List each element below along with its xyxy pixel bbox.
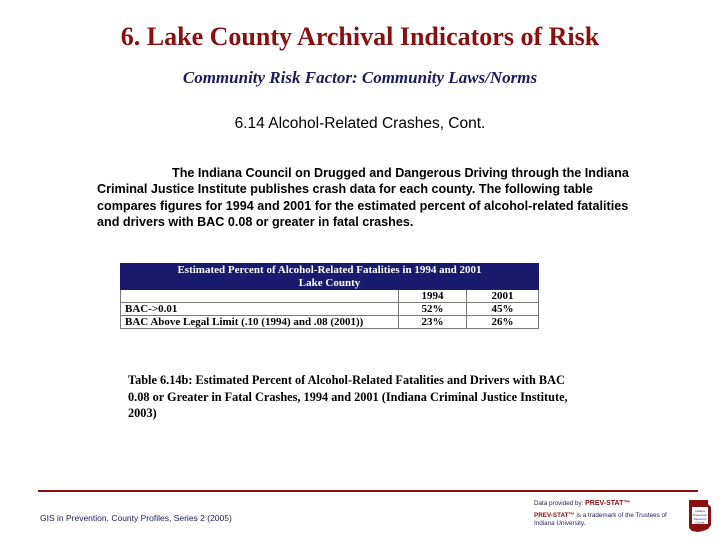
- table-row-label: BAC->0.01: [121, 303, 399, 316]
- svg-text:Prevention: Prevention: [692, 513, 708, 517]
- svg-text:Resource: Resource: [693, 517, 707, 521]
- svg-text:Indiana: Indiana: [695, 509, 705, 513]
- table-row: [121, 316, 539, 329]
- svg-text:Center: Center: [695, 520, 705, 525]
- credit-brand: PREV-STAT™: [585, 500, 631, 507]
- credit-trademark-brand: PREV-STAT™: [534, 512, 575, 519]
- table-empty-header-cell: [121, 290, 399, 303]
- table-title: Estimated Percent of Alcohol-Related Fatalities in 1994 and 2001: [121, 264, 539, 277]
- table-row: [121, 303, 539, 316]
- table-year-header: 2001: [467, 290, 539, 303]
- indiana-map-seal-icon: [686, 498, 714, 534]
- table-county: Lake County: [121, 277, 539, 290]
- slide-subtitle: Community Risk Factor: Community Laws/Norms: [182, 68, 538, 87]
- data-table: [120, 263, 539, 329]
- credit-trademark-text: is a trademark of the Trustees of Indiana University.: [534, 512, 667, 527]
- body-paragraph: The Indiana Council on Drugged and Dangerous Driving through the Indiana Criminal Justice Institute publishes crash data for each county. The following table compares figures for 1994 and 2001 for the estimated percent of alcohol-related fatalities and drivers with BAC 0.08 or greater in fatal crashes.: [97, 166, 629, 230]
- table-year-row: [121, 290, 539, 303]
- table-year-header: 1994: [399, 290, 467, 303]
- credit-lead: Data provided by:: [534, 500, 586, 507]
- footer-text: GIS in Prevention, County Profiles, Series 2 (2005): [40, 513, 232, 523]
- data-credit: [534, 500, 684, 528]
- table-cell: 52%: [399, 303, 467, 316]
- table-caption: Table 6.14b: Estimated Percent of Alcohol-Related Fatalities and Drivers with BAC 0.08 or Greater in Fatal Crashes, 1994 and 2001 (Indiana Criminal Justice Institute, 2003): [128, 373, 568, 420]
- slide-title: 6. Lake County Archival Indicators of Risk: [120, 22, 600, 51]
- table-cell: 23%: [399, 316, 467, 329]
- table-row-label: BAC Above Legal Limit (.10 (1994) and .08 (2001)): [121, 316, 399, 329]
- section-heading: 6.14 Alcohol-Related Crashes, Cont.: [234, 115, 486, 132]
- footer-divider: [38, 490, 698, 492]
- table-cell: 45%: [467, 303, 539, 316]
- table-cell: 26%: [467, 316, 539, 329]
